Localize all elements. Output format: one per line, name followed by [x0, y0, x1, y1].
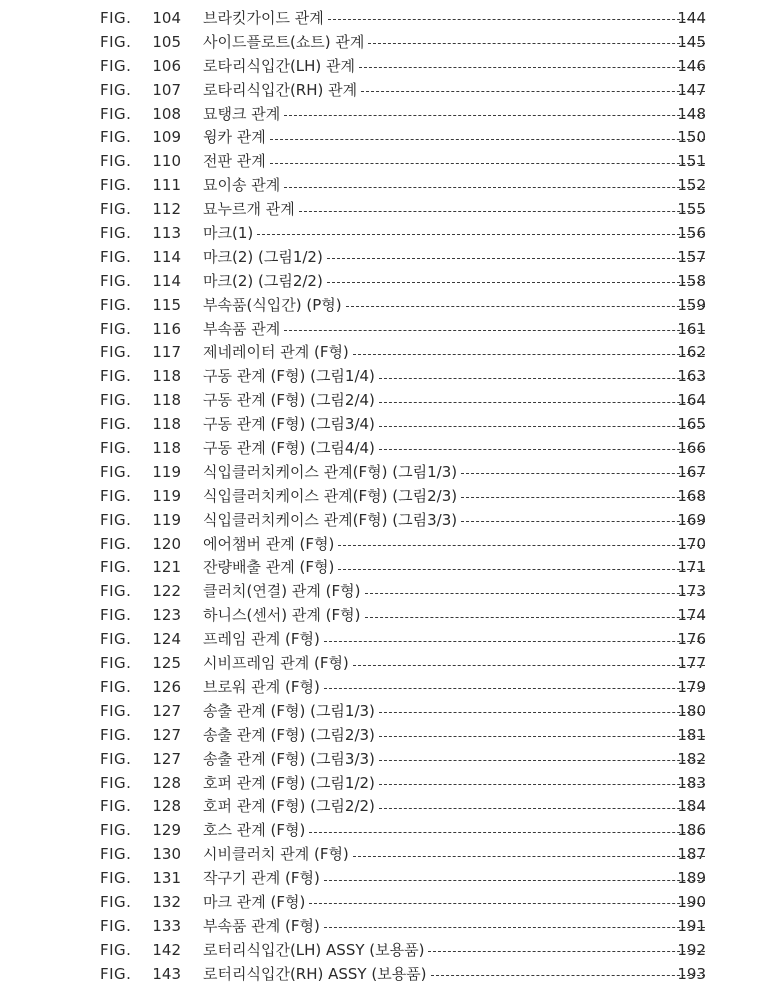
toc-row[interactable] [0, 437, 783, 461]
dot-leader [309, 832, 705, 833]
toc-entry [203, 318, 705, 342]
toc-row[interactable] [0, 604, 783, 628]
figure-prefix: FIG. [100, 319, 132, 338]
toc-row[interactable] [0, 628, 783, 652]
figure-prefix: FIG. [100, 9, 132, 27]
toc-entry [203, 150, 705, 174]
figure-prefix: FIG. [100, 677, 132, 696]
toc-row[interactable] [0, 533, 783, 557]
figure-prefix: FIG. [100, 725, 132, 744]
figure-number: 106 [152, 56, 181, 75]
figure-number: 118 [152, 415, 181, 434]
page-number: 174 [677, 606, 706, 625]
dot-leader [284, 330, 705, 331]
figure-number: 107 [152, 80, 181, 99]
figure-prefix: FIG. [100, 701, 132, 720]
entry-title: 마크(1) [203, 224, 254, 243]
figure-prefix: FIG. [100, 104, 132, 123]
entry-title: 구동 관계 (F형) (그림3/4) [203, 415, 375, 434]
figure-prefix: FIG. [100, 630, 132, 649]
toc-row[interactable] [0, 652, 783, 676]
toc-entry [203, 198, 705, 222]
entry-title: 하니스(센서) 관계 (F형) [203, 606, 361, 625]
page-number: 184 [677, 797, 706, 816]
page-number: 190 [677, 892, 706, 911]
dot-leader [461, 521, 705, 522]
dot-leader [338, 569, 705, 570]
entry-title: 로타리식입간(LH) 관계 [203, 56, 356, 75]
toc-row[interactable] [0, 676, 783, 700]
toc-row[interactable] [0, 365, 783, 389]
figure-number: 129 [152, 821, 181, 840]
figure-number: 128 [152, 797, 181, 816]
entry-title: 송출 관계 (F형) (그림1/3) [203, 701, 375, 720]
page-number: 173 [677, 582, 706, 601]
figure-number: 128 [152, 773, 181, 792]
figure-prefix: FIG. [100, 343, 132, 362]
toc-row[interactable] [0, 150, 783, 174]
entry-title: 프레임 관계 (F형) [203, 630, 320, 649]
toc-row[interactable] [0, 795, 783, 819]
toc-entry [203, 772, 705, 796]
figure-number: 118 [152, 391, 181, 410]
figure-number: 122 [152, 582, 181, 601]
figure-prefix: FIG. [100, 200, 132, 219]
dot-leader [327, 258, 705, 259]
toc-row[interactable] [0, 891, 783, 915]
toc-entry [203, 580, 705, 604]
figure-prefix: FIG. [100, 462, 132, 481]
page-number: 163 [677, 367, 706, 386]
figure-number: 119 [152, 510, 181, 529]
page-number: 161 [677, 319, 706, 338]
figure-prefix: FIG. [100, 176, 132, 195]
toc-row[interactable] [0, 55, 783, 79]
dot-leader [270, 139, 705, 140]
page-number: 176 [677, 630, 706, 649]
toc-row[interactable] [0, 246, 783, 270]
dot-leader [365, 593, 706, 594]
page-number: 189 [677, 869, 706, 888]
toc-row[interactable] [0, 126, 783, 150]
figure-number: 105 [152, 32, 181, 51]
entry-title: 호퍼 관계 (F형) (그림2/2) [203, 797, 375, 816]
entry-title: 작구기 관계 (F형) [203, 869, 320, 888]
figure-number: 114 [152, 271, 181, 290]
toc-entry [203, 939, 705, 963]
toc-row[interactable] [0, 461, 783, 485]
toc-entry [203, 126, 705, 150]
entry-title: 사이드플로트(쇼트) 관계 [203, 32, 365, 51]
figure-number: 127 [152, 725, 181, 744]
figure-prefix: FIG. [100, 869, 132, 888]
toc-entry [203, 556, 705, 580]
toc-row[interactable] [0, 174, 783, 198]
figure-number: 130 [152, 845, 181, 864]
figure-number: 119 [152, 462, 181, 481]
page-number: 155 [677, 200, 706, 219]
toc-entry [203, 341, 705, 365]
figure-prefix: FIG. [100, 749, 132, 768]
dot-leader [324, 688, 705, 689]
toc-row[interactable] [0, 79, 783, 103]
entry-title: 윙카 관계 [203, 128, 266, 147]
toc-row[interactable] [0, 413, 783, 437]
toc-row[interactable] [0, 318, 783, 342]
figure-prefix: FIG. [100, 654, 132, 673]
toc-entry [203, 533, 705, 557]
entry-title: 로터리식입간(LH) ASSY (보용품) [203, 940, 425, 959]
toc-row[interactable] [0, 509, 783, 533]
entry-title: 부속품(식입간) (P형) [203, 295, 342, 314]
page-number: 148 [677, 104, 706, 123]
figure-number: 118 [152, 367, 181, 386]
dot-leader [327, 282, 705, 283]
page-number: 187 [677, 845, 706, 864]
toc-row[interactable] [0, 485, 783, 509]
dot-leader [257, 234, 705, 235]
figure-number: 108 [152, 104, 181, 123]
dot-leader [365, 617, 706, 618]
dot-leader [461, 473, 705, 474]
page-number: 180 [677, 701, 706, 720]
figure-number: 132 [152, 892, 181, 911]
figure-number: 114 [152, 247, 181, 266]
toc-row[interactable] [0, 748, 783, 772]
toc-entry [203, 437, 705, 461]
figure-prefix: FIG. [100, 415, 132, 434]
toc-entry [203, 31, 705, 55]
entry-title: 식입클러치케이스 관계(F형) (그림1/3) [203, 462, 458, 481]
toc-entry [203, 174, 705, 198]
toc-row[interactable] [0, 556, 783, 580]
toc-entry [203, 915, 705, 939]
toc-entry [203, 79, 705, 103]
page-number: 157 [677, 247, 706, 266]
toc-row[interactable] [0, 198, 783, 222]
page-number: 192 [677, 940, 706, 959]
toc-row[interactable] [0, 772, 783, 796]
page-number: 165 [677, 415, 706, 434]
entry-title: 묘이송 관계 [203, 176, 281, 195]
dot-leader [324, 927, 705, 928]
entry-title: 구동 관계 (F형) (그림4/4) [203, 439, 375, 458]
dot-leader [346, 306, 705, 307]
entry-title: 로타리식입간(RH) 관계 [203, 80, 358, 99]
dot-leader [324, 880, 705, 881]
toc-entry [203, 294, 705, 318]
page-number: 168 [677, 486, 706, 505]
figure-prefix: FIG. [100, 80, 132, 99]
figure-prefix: FIG. [100, 486, 132, 505]
figure-prefix: FIG. [100, 367, 132, 386]
entry-title: 에어챔버 관계 (F형) [203, 534, 335, 553]
figure-number: 124 [152, 630, 181, 649]
toc-entry [203, 7, 705, 31]
figure-prefix: FIG. [100, 606, 132, 625]
toc-entry [203, 55, 705, 79]
figure-number: 133 [152, 916, 181, 935]
page-number: 182 [677, 749, 706, 768]
page-number: 181 [677, 725, 706, 744]
figure-number: 127 [152, 749, 181, 768]
toc-entry [203, 628, 705, 652]
figure-prefix: FIG. [100, 295, 132, 314]
figure-number: 117 [152, 343, 181, 362]
toc-row[interactable] [0, 724, 783, 748]
toc-entry [203, 461, 705, 485]
figure-number: 113 [152, 224, 181, 243]
dot-leader [284, 187, 705, 188]
figure-prefix: FIG. [100, 821, 132, 840]
page-number: 193 [677, 964, 706, 983]
dot-leader [379, 784, 705, 785]
toc-row[interactable] [0, 580, 783, 604]
entry-title: 브로워 관계 (F형) [203, 677, 320, 696]
page-number: 171 [677, 558, 706, 577]
figure-number: 120 [152, 534, 181, 553]
toc-entry [203, 509, 705, 533]
entry-title: 구동 관계 (F형) (그림2/4) [203, 391, 375, 410]
toc-entry [203, 103, 705, 127]
figure-number: 131 [152, 869, 181, 888]
toc-entry [203, 963, 705, 987]
entry-title: 잔량배출 관계 (F형) [203, 558, 335, 577]
toc-entry [203, 891, 705, 915]
toc-entry [203, 270, 705, 294]
toc-entry [203, 652, 705, 676]
dot-leader [270, 163, 705, 164]
toc-entry [203, 724, 705, 748]
toc-row[interactable] [0, 7, 783, 31]
dot-leader [353, 856, 705, 857]
entry-title: 브라킷가이드 관계 [203, 9, 324, 27]
figure-prefix: FIG. [100, 32, 132, 51]
figure-number: 118 [152, 439, 181, 458]
figure-prefix: FIG. [100, 845, 132, 864]
toc-entry [203, 604, 705, 628]
page-number: 145 [677, 32, 706, 51]
figure-number: 104 [152, 9, 181, 27]
entry-title: 호퍼 관계 (F형) (그림1/2) [203, 773, 375, 792]
figure-number: 109 [152, 128, 181, 147]
dot-leader [379, 808, 705, 809]
figure-prefix: FIG. [100, 797, 132, 816]
dot-leader [379, 378, 705, 379]
toc-row[interactable] [0, 270, 783, 294]
page-number: 159 [677, 295, 706, 314]
page-number: 146 [677, 56, 706, 75]
toc-entry [203, 867, 705, 891]
figure-prefix: FIG. [100, 247, 132, 266]
toc-row[interactable] [0, 31, 783, 55]
figure-prefix: FIG. [100, 773, 132, 792]
figure-number: 121 [152, 558, 181, 577]
entry-title: 묘탱크 관계 [203, 104, 281, 123]
figure-prefix: FIG. [100, 964, 132, 983]
toc-row[interactable] [0, 843, 783, 867]
toc-entry [203, 222, 705, 246]
toc-entry [203, 413, 705, 437]
entry-title: 식입클러치케이스 관계(F형) (그림2/3) [203, 486, 458, 505]
toc-entry [203, 246, 705, 270]
toc-row[interactable] [0, 963, 783, 987]
dot-leader [324, 641, 705, 642]
toc-row[interactable] [0, 819, 783, 843]
toc-entry [203, 843, 705, 867]
page-number: 152 [677, 176, 706, 195]
toc-entry [203, 485, 705, 509]
dot-leader [379, 736, 705, 737]
dot-leader [379, 760, 705, 761]
entry-title: 로터리식입간(RH) ASSY (보용품) [203, 964, 427, 983]
page-number: 177 [677, 654, 706, 673]
dot-leader [428, 951, 705, 952]
page-number: 151 [677, 152, 706, 171]
figure-prefix: FIG. [100, 582, 132, 601]
toc-entry [203, 700, 705, 724]
page-number: 150 [677, 128, 706, 147]
dot-leader [361, 91, 705, 92]
figure-number: 119 [152, 486, 181, 505]
figure-number: 127 [152, 701, 181, 720]
entry-title: 제네레이터 관계 (F형) [203, 343, 349, 362]
toc-entry [203, 795, 705, 819]
page-number: 156 [677, 224, 706, 243]
figure-prefix: FIG. [100, 56, 132, 75]
toc-row[interactable] [0, 939, 783, 963]
table-of-contents [0, 7, 783, 987]
toc-row[interactable] [0, 103, 783, 127]
figure-prefix: FIG. [100, 940, 132, 959]
figure-number: 110 [152, 152, 181, 171]
figure-number: 116 [152, 319, 181, 338]
toc-row[interactable] [0, 389, 783, 413]
dot-leader [284, 115, 705, 116]
page-number: 147 [677, 80, 706, 99]
figure-prefix: FIG. [100, 558, 132, 577]
figure-prefix: FIG. [100, 439, 132, 458]
entry-title: 호스 관계 (F형) [203, 821, 306, 840]
figure-prefix: FIG. [100, 224, 132, 243]
toc-entry [203, 389, 705, 413]
figure-prefix: FIG. [100, 510, 132, 529]
figure-prefix: FIG. [100, 534, 132, 553]
page-number: 164 [677, 391, 706, 410]
toc-row[interactable] [0, 341, 783, 365]
figure-number: 143 [152, 964, 181, 983]
figure-number: 142 [152, 940, 181, 959]
dot-leader [353, 354, 705, 355]
dot-leader [379, 402, 705, 403]
toc-row[interactable] [0, 700, 783, 724]
entry-title: 묘누르개 관계 [203, 200, 295, 219]
dot-leader [359, 67, 705, 68]
figure-prefix: FIG. [100, 271, 132, 290]
toc-row[interactable] [0, 867, 783, 891]
page-number: 158 [677, 271, 706, 290]
dot-leader [309, 903, 705, 904]
toc-entry [203, 748, 705, 772]
figure-number: 111 [152, 176, 181, 195]
entry-title: 부속품 관계 [203, 319, 281, 338]
toc-row[interactable] [0, 222, 783, 246]
dot-leader [431, 975, 705, 976]
figure-prefix: FIG. [100, 892, 132, 911]
dot-leader [379, 426, 705, 427]
figure-number: 126 [152, 677, 181, 696]
page-number: 166 [677, 439, 706, 458]
page-number: 179 [677, 677, 706, 696]
page-number: 191 [677, 916, 706, 935]
toc-row[interactable] [0, 294, 783, 318]
entry-title: 클러치(연결) 관계 (F형) [203, 582, 361, 601]
entry-title: 송출 관계 (F형) (그림3/3) [203, 749, 375, 768]
page-number: 144 [677, 9, 706, 27]
toc-row[interactable] [0, 915, 783, 939]
entry-title: 부속품 관계 (F형) [203, 916, 320, 935]
figure-number: 112 [152, 200, 181, 219]
entry-title: 마크(2) (그림2/2) [203, 271, 323, 290]
toc-entry [203, 365, 705, 389]
figure-number: 125 [152, 654, 181, 673]
entry-title: 전판 관계 [203, 152, 266, 171]
entry-title: 송출 관계 (F형) (그림2/3) [203, 725, 375, 744]
page-number: 162 [677, 343, 706, 362]
entry-title: 구동 관계 (F형) (그림1/4) [203, 367, 375, 386]
entry-title: 시비프레임 관계 (F형) [203, 654, 349, 673]
dot-leader [338, 545, 705, 546]
page-number: 183 [677, 773, 706, 792]
dot-leader [299, 211, 705, 212]
figure-prefix: FIG. [100, 916, 132, 935]
dot-leader [461, 497, 705, 498]
entry-title: 식입클러치케이스 관계(F형) (그림3/3) [203, 510, 458, 529]
page-number: 167 [677, 462, 706, 481]
dot-leader [328, 19, 705, 20]
entry-title: 마크 관계 (F형) [203, 892, 306, 911]
dot-leader [379, 449, 705, 450]
toc-entry [203, 819, 705, 843]
dot-leader [368, 43, 705, 44]
figure-prefix: FIG. [100, 152, 132, 171]
figure-number: 123 [152, 606, 181, 625]
page-number: 186 [677, 821, 706, 840]
page-number: 170 [677, 534, 706, 553]
figure-number: 115 [152, 295, 181, 314]
page-number: 169 [677, 510, 706, 529]
entry-title: 마크(2) (그림1/2) [203, 247, 323, 266]
figure-prefix: FIG. [100, 391, 132, 410]
dot-leader [379, 712, 705, 713]
figure-prefix: FIG. [100, 128, 132, 147]
toc-entry [203, 676, 705, 700]
dot-leader [353, 665, 705, 666]
entry-title: 시비클러치 관계 (F형) [203, 845, 349, 864]
